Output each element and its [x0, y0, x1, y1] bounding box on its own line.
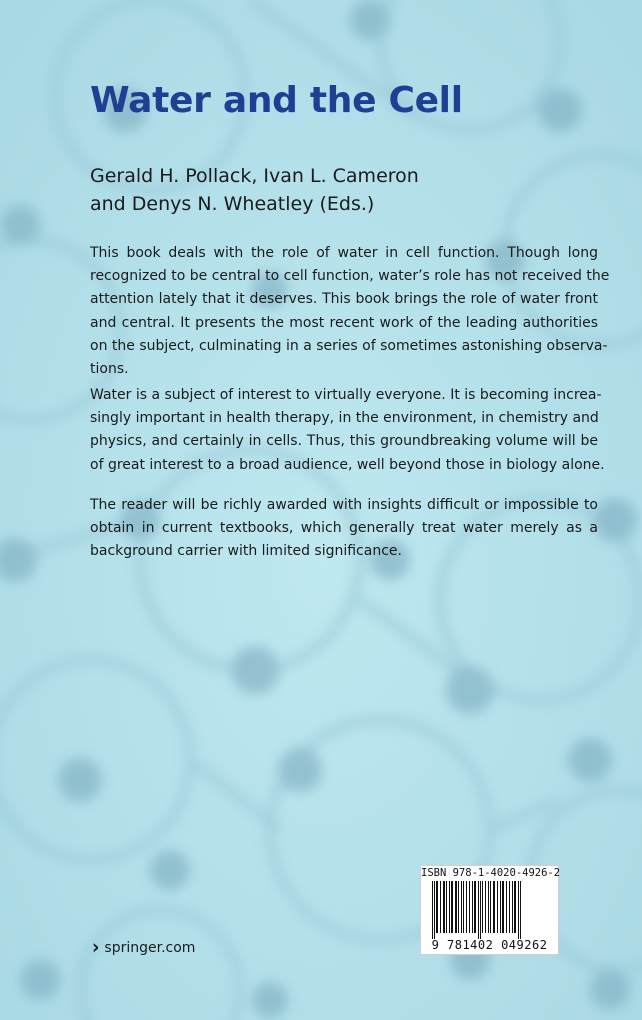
authors-line: Gerald H. Pollack, Ivan L. Cameron — [90, 165, 419, 187]
description-paragraph-3 — [90, 494, 598, 564]
barcode-bar — [502, 881, 504, 933]
barcode-bar — [469, 881, 470, 933]
barcode-bar — [463, 881, 464, 933]
text-line: obtain in current textbooks, which generally treat water merely as a — [90, 520, 598, 537]
barcode-bar — [512, 881, 513, 933]
text-line: on the subject, culminating in a series of sometimes astonishing observa- — [90, 337, 608, 354]
barcode-bar — [480, 881, 481, 939]
text-line: of great interest to a broad audience, well beyond those in biology alone. — [90, 456, 605, 473]
description-paragraph-2 — [90, 384, 605, 477]
barcode-bar — [514, 881, 516, 933]
description-paragraph-1 — [90, 242, 610, 381]
publisher-link-label: springer.com — [104, 940, 196, 956]
text-line: physics, and certainly in cells. Thus, this groundbreaking volume will be — [90, 433, 598, 450]
text-line: and central. It presents the most recent work of the leading authorities — [90, 314, 598, 331]
barcode-bar — [500, 881, 501, 933]
chevron-right-icon: › — [92, 935, 100, 959]
barcode-bar — [520, 881, 521, 939]
barcode-bar — [451, 881, 453, 933]
barcode-bar — [466, 881, 467, 933]
barcode-bar — [461, 881, 462, 933]
authors — [90, 162, 419, 218]
barcode-bar — [474, 881, 476, 933]
barcode-bar — [482, 881, 483, 933]
barcode-bar — [478, 881, 479, 939]
text-line: singly important in health therapy, in the environment, in chemistry and — [90, 410, 599, 427]
barcode-bar — [455, 881, 457, 933]
barcode-bar — [472, 881, 473, 933]
barcode-digits: 9 781402 049262 — [431, 938, 548, 952]
barcode-bar — [518, 881, 519, 939]
book-title: Water and the Cell — [90, 80, 463, 121]
authors-line: and Denys N. Wheatley (Eds.) — [90, 193, 375, 215]
barcode-bar — [458, 881, 459, 933]
barcode-bar — [493, 881, 495, 933]
text-line: Water is a subject of interest to virtually everyone. It is becoming increa- — [90, 387, 602, 403]
barcode-bar — [432, 881, 433, 939]
text-line: attention lately that it deserves. This book brings the role of water front — [90, 291, 598, 308]
text-line: This book deals with the role of water in cell function. Though long — [90, 245, 598, 261]
barcode-bar — [434, 881, 435, 939]
barcode-bar — [506, 881, 507, 933]
publisher-link[interactable] — [92, 935, 196, 959]
barcode-bar — [497, 881, 498, 933]
barcode-bar — [446, 881, 447, 933]
barcode-bar — [488, 881, 489, 933]
barcode-bar — [436, 881, 438, 933]
isbn-barcode — [420, 865, 559, 955]
barcode-bars — [430, 881, 549, 939]
isbn-label: ISBN 978-1-4020-4926-2 — [421, 867, 561, 879]
barcode-bar — [490, 881, 491, 933]
barcode-bar — [440, 881, 441, 933]
barcode-bar — [443, 881, 445, 933]
barcode-bar — [509, 881, 510, 933]
text-line: background carrier with limited significance. — [90, 543, 402, 560]
barcode-bar — [449, 881, 450, 933]
barcode-bar — [485, 881, 486, 933]
text-line: tions. — [90, 361, 129, 378]
text-line: The reader will be richly awarded with insights difficult or impossible to — [90, 497, 598, 513]
text-line: recognized to be central to cell function, water’s role has not received the — [90, 268, 610, 285]
